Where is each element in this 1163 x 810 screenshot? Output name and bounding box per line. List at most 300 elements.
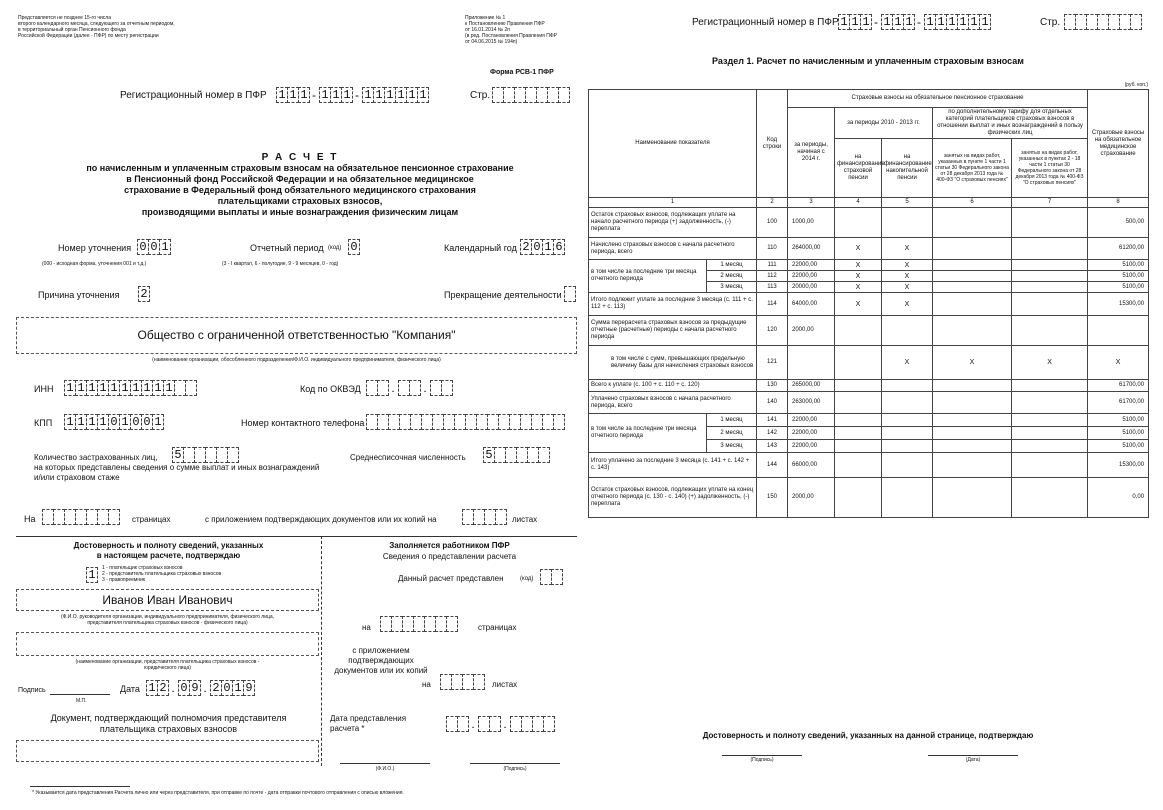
confirm-type-field[interactable]	[86, 567, 97, 583]
digit-cell: 9	[189, 680, 201, 696]
cell-c5[interactable]: X	[882, 282, 933, 293]
cell-c5[interactable]	[882, 316, 933, 346]
cell-c7[interactable]	[1012, 478, 1088, 518]
digit-cell: 0	[531, 239, 543, 255]
digit-cell: 1	[86, 380, 98, 396]
digit-cell: 1	[152, 380, 164, 396]
period-field[interactable]	[348, 239, 359, 255]
form-subtitle	[20, 163, 580, 218]
row-code: 114	[757, 293, 788, 316]
unit-label: (руб. коп.)	[1124, 82, 1148, 88]
cell-c6[interactable]	[933, 380, 1012, 392]
cell-c6[interactable]	[933, 427, 1012, 440]
cell-c6[interactable]	[933, 478, 1012, 518]
subtitle-line: страхование в Федеральный фонд обязательного медицинского страхования	[124, 185, 476, 195]
pfr-sheets-field[interactable]	[440, 674, 484, 690]
col-num: 1	[589, 198, 757, 208]
note-line: Представляется не позднее 15-го числа	[18, 15, 111, 21]
form-title: Р А С Ч Е Т	[261, 152, 339, 163]
digit-cell: 1	[417, 87, 429, 103]
correction-hint: (000 - исходная форма, уточнения 001 и т.д.)	[42, 261, 147, 267]
cell-c8[interactable]: X	[1088, 346, 1149, 380]
digit-cell: 1	[373, 87, 385, 103]
table-row	[589, 380, 1149, 392]
label-line: подтверждающих	[348, 656, 414, 665]
digit-cell: 1	[979, 14, 991, 30]
row-code: 140	[757, 392, 788, 414]
pages-field[interactable]	[42, 509, 119, 525]
subtitle-line: плательщиками страховых взносов,	[217, 196, 383, 206]
row-sub: 1 месяц	[707, 414, 757, 427]
period-code-label: (код)	[328, 245, 342, 251]
row-code: 112	[757, 271, 788, 282]
footnote: * Указывается дата представления Расчета лично или через представителя, при отправке по почте - дата отправки почтового отправления с описью вложения.	[32, 790, 404, 796]
digit-cell: 1	[903, 14, 915, 30]
row-name: Всего к уплате (с. 100 + с. 110 + с. 120)	[589, 380, 757, 392]
head-funded: на финансирование накопительной пенсии	[882, 139, 933, 198]
label-line: с приложением	[352, 646, 410, 655]
digit-cell: 1	[232, 680, 244, 696]
correction-field[interactable]	[137, 239, 170, 255]
cell-c5[interactable]	[882, 392, 933, 414]
row-code: 121	[757, 346, 788, 380]
table-row	[589, 293, 1149, 316]
digit-cell: 1	[97, 380, 109, 396]
digit-cell: 1	[86, 567, 98, 583]
digit-cell: 1	[130, 380, 142, 396]
cell-c8[interactable]: 15300,00	[1088, 453, 1149, 478]
annex-line: от 16.01.2014 № 2п	[465, 27, 511, 33]
sheets-label: листах	[512, 515, 538, 524]
head-additional: по дополнительному тарифу для отдельных категорий плательщиков страховых взносов в отношении выплат и иных вознаграждений в пользу физических лиц	[933, 108, 1088, 139]
digit-cell: 1	[341, 87, 353, 103]
okved-field[interactable]: . .	[366, 380, 452, 396]
head-name: Наименование показателя	[589, 90, 757, 198]
fio-hint: (Ф.И.О.)	[375, 766, 395, 772]
pfr-code-field[interactable]	[540, 569, 562, 585]
page-number-field[interactable]	[1064, 14, 1141, 30]
cell-c8[interactable]: 5100,00	[1088, 414, 1149, 427]
confirm-options	[102, 565, 221, 583]
digit-cell: 1	[75, 414, 87, 430]
head-insurance: на финансирование страховой пенсии	[835, 139, 882, 198]
label-line: расчета *	[330, 724, 365, 733]
cell-c4[interactable]	[835, 208, 882, 238]
cell-c8[interactable]: 500,00	[1088, 208, 1149, 238]
digit-cell: 1	[163, 380, 175, 396]
cell-c4[interactable]	[835, 478, 882, 518]
digit-cell: 1	[119, 380, 131, 396]
page-label: Стр.	[1040, 17, 1061, 28]
digit-cell: 1	[64, 380, 76, 396]
row-group: в том числе за последние три месяца отчетного периода	[589, 260, 707, 293]
row-code: 144	[757, 453, 788, 478]
cell-c8[interactable]	[1088, 316, 1149, 346]
cell-c8[interactable]: 61200,00	[1088, 238, 1149, 260]
cell-c3[interactable]: 22000,00	[788, 260, 835, 271]
cell-c7[interactable]	[1012, 282, 1088, 293]
digit-cell: 1	[141, 380, 153, 396]
kpp-label: КПП	[34, 418, 53, 428]
sign-hint: (Подпись)	[503, 766, 527, 772]
pfr-pages-field[interactable]	[380, 616, 457, 632]
note-line: в территориальный орган Пенсионного фонда	[18, 27, 126, 33]
cell-c7[interactable]	[1012, 260, 1088, 271]
digit-cell: 5	[483, 447, 495, 463]
cell-c7[interactable]	[1012, 238, 1088, 260]
digit-cell: 1	[542, 239, 554, 255]
cell-c4[interactable]: X	[835, 260, 882, 271]
calculation-table	[588, 89, 1149, 518]
signature-line[interactable]	[50, 694, 110, 695]
cell-c3[interactable]: 22000,00	[788, 427, 835, 440]
row-name: Уплачено страховых взносов с начала расчетного периода, всего	[589, 392, 757, 414]
footnote-divider	[30, 786, 130, 787]
termination-field[interactable]	[564, 286, 575, 302]
cell-c3[interactable]: 264000,00	[788, 238, 835, 260]
row-name: Итого уплачено за последние 3 месяца (с. 141 + с. 142 + с. 143)	[589, 453, 757, 478]
label-line: плательщика страховых взносов	[99, 724, 238, 734]
cell-c8[interactable]: 0,00	[1088, 478, 1149, 518]
subtitle-line: производящими выплаты и иные вознаграждения физическим лицам	[141, 207, 459, 217]
pfr-date-label	[330, 714, 406, 734]
cell-c5[interactable]: X	[882, 260, 933, 271]
head-ops: Страховые взносы на обязательное пенсионное страхование	[788, 90, 1088, 108]
cell-c5[interactable]	[882, 414, 933, 427]
cell-c8[interactable]: 5100,00	[1088, 271, 1149, 282]
cell-c6[interactable]: X	[933, 346, 1012, 380]
reg-label: Регистрационный номер в ПФР	[120, 90, 267, 101]
cell-c4[interactable]	[835, 392, 882, 414]
pfr-date-field[interactable]: . .	[446, 716, 554, 732]
subtitle-line: по начисленным и уплаченным страховым взносам на обязательное пенсионное страхование	[86, 163, 514, 173]
table-row	[589, 260, 1149, 271]
section-title: Раздел 1. Расчет по начисленным и уплаченным страховым взносам	[712, 56, 1024, 66]
hint-line: юридического лица)	[144, 665, 191, 671]
cell-c3[interactable]: 22000,00	[788, 440, 835, 453]
digit-cell: 0	[178, 680, 190, 696]
cell-c6[interactable]	[933, 316, 1012, 346]
reason-label: Причина уточнения	[38, 290, 120, 300]
cell-c4[interactable]	[835, 427, 882, 440]
doc-label	[16, 713, 321, 735]
cell-c7[interactable]	[1012, 440, 1088, 453]
cell-c4[interactable]	[835, 346, 882, 380]
sign-line[interactable]	[722, 755, 802, 756]
annex-line: (в ред. Постановления Правления ПФР	[465, 33, 557, 39]
label-line: документов или их копий	[334, 666, 428, 675]
header-note	[18, 15, 268, 39]
phone-field[interactable]	[366, 414, 564, 430]
year-field[interactable]	[520, 239, 564, 255]
col-num: 5	[882, 198, 933, 208]
pages-label: страницах	[132, 515, 171, 524]
cell-c8[interactable]: 5100,00	[1088, 427, 1149, 440]
cell-c3[interactable]: 2000,00	[788, 316, 835, 346]
signature-label: Подпись	[18, 687, 46, 694]
cell-c4[interactable]	[835, 414, 882, 427]
digit-cell: 1	[287, 87, 299, 103]
avg-field[interactable]	[483, 447, 549, 463]
pfr-sheets: листах	[492, 680, 518, 689]
form-name: Форма РСВ-1 ПФР	[490, 69, 554, 76]
digit-cell: 1	[108, 380, 120, 396]
cell-c4[interactable]	[835, 453, 882, 478]
label-line: Количество застрахованных лиц,	[34, 453, 158, 462]
row-code: 111	[757, 260, 788, 271]
cell-c3[interactable]: 2000,00	[788, 478, 835, 518]
digit-cell: 6	[553, 239, 565, 255]
annex-line: от 04.06.2015 № 194п)	[465, 39, 518, 45]
cell-c3[interactable]: 1000,00	[788, 208, 835, 238]
col-num: 8	[1088, 198, 1149, 208]
cell-c7[interactable]	[1012, 208, 1088, 238]
label-line: и/или страховом стаже	[34, 473, 120, 482]
cell-c6[interactable]	[933, 282, 1012, 293]
signer-name: Иванов Иван Иванович	[102, 593, 233, 607]
cell-c6[interactable]	[933, 260, 1012, 271]
date-hint: (Дата)	[965, 757, 981, 763]
digit-cell: 1	[935, 14, 947, 30]
head-add1: занятых на видах работ, указанных в пункте 1 части 1 статьи 30 Федерального закона от 28 декабря 2013 года № 400-ФЗ "О страховых пенсиях"	[933, 139, 1012, 198]
date-line[interactable]	[928, 755, 1018, 756]
cell-c7[interactable]	[1012, 453, 1088, 478]
annex-line: к Постановлению Правления ПФР	[465, 21, 545, 27]
digit-cell: 1	[276, 87, 288, 103]
digit-cell: 1	[75, 380, 87, 396]
cell-c8[interactable]: 61700,00	[1088, 392, 1149, 414]
digit-cell: 1	[860, 14, 872, 30]
stamp-label: М.П.	[76, 698, 87, 704]
date-label: Дата	[120, 684, 140, 694]
rep-org-hint	[16, 659, 319, 671]
rep-org-field[interactable]	[16, 632, 319, 656]
cell-c7[interactable]: X	[1012, 346, 1088, 380]
row-sub: 3 месяц	[707, 440, 757, 453]
digit-cell: 1	[330, 87, 342, 103]
cell-c3[interactable]: 64000,00	[788, 293, 835, 316]
cell-c6[interactable]	[933, 293, 1012, 316]
col-num: 6	[933, 198, 1012, 208]
period-label: Отчетный период	[250, 243, 324, 253]
correction-label: Номер уточнения	[58, 243, 132, 253]
table-row	[589, 208, 1149, 238]
cell-c8[interactable]: 5100,00	[1088, 440, 1149, 453]
digit-cell: 0	[221, 680, 233, 696]
cell-c3[interactable]: 66000,00	[788, 453, 835, 478]
digit-cell: 1	[849, 14, 861, 30]
cell-c5[interactable]: X	[882, 293, 933, 316]
cell-c3[interactable]: 20000,00	[788, 282, 835, 293]
col-num: 3	[788, 198, 835, 208]
fio-line[interactable]	[340, 763, 430, 764]
digit-cell: 1	[119, 414, 131, 430]
cell-c4[interactable]	[835, 380, 882, 392]
cell-c6[interactable]	[933, 208, 1012, 238]
cell-c6[interactable]	[933, 238, 1012, 260]
table-row	[589, 346, 1149, 380]
annex-note	[465, 15, 585, 45]
row-code: 130	[757, 380, 788, 392]
head-from-2014: за периоды, начиная с 2014 г.	[788, 108, 835, 198]
annex-line: Приложение № 1	[465, 15, 506, 21]
col-num: 7	[1012, 198, 1088, 208]
cell-c6[interactable]	[933, 414, 1012, 427]
reason-field[interactable]	[138, 286, 149, 302]
sign-line[interactable]	[470, 763, 560, 764]
cell-c6[interactable]	[933, 453, 1012, 478]
signing-date-field[interactable]: 1 2 . 0 9 . 2 0 1 9	[146, 680, 254, 696]
pfr-submitted: Данный расчет представлен	[398, 574, 504, 583]
phone-label: Номер контактного телефона	[241, 418, 365, 428]
table-row	[589, 316, 1149, 346]
row-sub: 1 месяц	[707, 260, 757, 271]
year-label: Календарный год	[444, 243, 517, 253]
page-label: Стр.	[470, 90, 491, 101]
cell-c8[interactable]: 5100,00	[1088, 282, 1149, 293]
cell-c5[interactable]	[882, 380, 933, 392]
cell-c3[interactable]: 22000,00	[788, 271, 835, 282]
row-sub: 2 месяц	[707, 427, 757, 440]
digit-cell: 1	[362, 87, 374, 103]
hint-line: представителя плательщика страховых взносов - физического лица)	[87, 620, 248, 626]
row-name: Сумма перерасчета страховых взносов за предыдущие отчетные (расчетные) периоды с начала расчетного периода	[589, 316, 757, 346]
pfr-on2: на	[422, 680, 431, 689]
pfr-pages: страницах	[478, 623, 517, 632]
cell-c5[interactable]: X	[882, 238, 933, 260]
cell-c3[interactable]: 22000,00	[788, 414, 835, 427]
digit-cell: 1	[86, 414, 98, 430]
label-line: Документ, подтверждающий полномочия представителя	[50, 713, 287, 723]
cell-c3[interactable]	[788, 346, 835, 380]
digit-cell: 2	[138, 286, 150, 302]
cell-c5[interactable]	[882, 208, 933, 238]
row-name: в том числе с сумм, превышающих предельную величину базы для начисления страховых взносов	[589, 346, 757, 380]
inn-field[interactable]	[64, 380, 196, 396]
digit-cell: 1	[946, 14, 958, 30]
cell-c3[interactable]: 265000,00	[788, 380, 835, 392]
inn-label: ИНН	[34, 384, 54, 394]
title-line: Достоверность и полноту сведений, указанных	[73, 541, 264, 550]
head-code: Код строки	[757, 90, 788, 198]
digit-cell: 1	[152, 414, 164, 430]
cell-c5[interactable]	[882, 453, 933, 478]
cell-c4[interactable]: X	[835, 238, 882, 260]
option-line: 3 - правопреемник	[102, 577, 146, 583]
hint-line: (наименование организации, представителя плательщика страховых взносов -	[75, 659, 260, 665]
org-hint: (наименование организации, обособленного подразделения/Ф.И.О. индивидуального предпринимателя, физического лица)	[152, 357, 441, 363]
digit-cell: 9	[243, 680, 255, 696]
cell-c5[interactable]: X	[882, 271, 933, 282]
separator-dash: -	[312, 88, 316, 102]
digit-cell: 0	[148, 239, 160, 255]
digit-cell: 1	[892, 14, 904, 30]
cell-c6[interactable]	[933, 440, 1012, 453]
row-sub: 3 месяц	[707, 282, 757, 293]
row-sub: 2 месяц	[707, 271, 757, 282]
digit-cell: 1	[159, 239, 171, 255]
pfr-attach	[326, 646, 436, 676]
row-group: в том числе за последние три месяца отчетного периода	[589, 414, 707, 453]
sign-hint: (Подпись)	[750, 757, 774, 763]
cell-c5[interactable]	[882, 427, 933, 440]
subtitle-line: в Пенсионный фонд Российской Федерации и на обязательное медицинское	[126, 174, 474, 184]
cell-c4[interactable]: X	[835, 271, 882, 282]
row-code: 143	[757, 440, 788, 453]
digit-cell: 0	[108, 414, 120, 430]
pfr-title: Заполняется работником ПФР	[389, 541, 510, 550]
digit-cell: 1	[924, 14, 936, 30]
page-number-field[interactable]	[492, 87, 569, 103]
kpp-field[interactable]	[64, 414, 163, 430]
title-line: в настоящем расчете, подтверждаю	[96, 551, 241, 560]
cell-c8[interactable]: 5100,00	[1088, 260, 1149, 271]
cell-c5[interactable]	[882, 478, 933, 518]
head-oms: Страховые взносы на обязательное медицинское страхование	[1088, 90, 1149, 198]
row-code: 142	[757, 427, 788, 440]
digit-cell: 0	[348, 239, 360, 255]
cell-c5[interactable]: X	[882, 346, 933, 380]
head-add2: занятых на видах работ, указанных в пунктах 2 - 18 части 1 статьи 30 Федерального закона от 28 декабря 2013 года № 400-ФЗ "О страховых пенсиях"	[1012, 139, 1088, 198]
cell-c7[interactable]	[1012, 316, 1088, 346]
table-row	[589, 238, 1149, 260]
pfr-subtitle: Сведения о представлении расчета	[382, 552, 517, 561]
page-confirm: Достоверность и полноту сведений, указанных на данной странице, подтверждаю	[702, 731, 1034, 740]
doc-field[interactable]	[16, 740, 319, 762]
digit-cell: 1	[838, 14, 850, 30]
sheets-field[interactable]	[462, 509, 506, 525]
digit-cell: 1	[395, 87, 407, 103]
separator-dash: -	[355, 88, 359, 102]
cell-c7[interactable]	[1012, 414, 1088, 427]
cell-c3[interactable]: 263000,00	[788, 392, 835, 414]
digit-cell: 1	[64, 414, 76, 430]
digit-cell: 1	[406, 87, 418, 103]
row-code: 150	[757, 478, 788, 518]
cell-c4[interactable]: X	[835, 293, 882, 316]
insured-field[interactable]	[172, 447, 238, 463]
digit-cell: 1	[97, 414, 109, 430]
divider	[321, 536, 322, 766]
reg-number-field[interactable]	[276, 87, 428, 103]
signer-hint	[16, 614, 319, 626]
cell-c4[interactable]	[835, 440, 882, 453]
cell-c7[interactable]	[1012, 271, 1088, 282]
cell-c4[interactable]	[835, 316, 882, 346]
cell-c7[interactable]	[1012, 293, 1088, 316]
digit-cell: 5	[172, 447, 184, 463]
cell-c7[interactable]	[1012, 380, 1088, 392]
reg-number-field[interactable]: 1 1 1 - 1 1 1 - 1 1 1 1 1 1	[838, 14, 990, 30]
cell-c7[interactable]	[1012, 427, 1088, 440]
cell-c6[interactable]	[933, 392, 1012, 414]
note-line: Российской Федерации (далее - ПФР) по месту регистрации	[18, 33, 159, 39]
cell-c8[interactable]: 61700,00	[1088, 380, 1149, 392]
cell-c5[interactable]	[882, 440, 933, 453]
attach-label: с приложением подтверждающих документов или их копий на	[205, 515, 437, 524]
cell-c4[interactable]: X	[835, 282, 882, 293]
digit-cell: 2	[520, 239, 532, 255]
period-hint: (3 - I квартал, 6 - полугодие, 9 - 9 месяцев, 0 - год)	[222, 261, 339, 267]
pages-on: На	[24, 514, 36, 524]
cell-c7[interactable]	[1012, 392, 1088, 414]
cell-c6[interactable]	[933, 271, 1012, 282]
digit-cell: 2	[210, 680, 222, 696]
row-code: 120	[757, 316, 788, 346]
head-periods: за периоды 2010 - 2013 гг.	[835, 108, 933, 139]
cell-c8[interactable]: 15300,00	[1088, 293, 1149, 316]
note-line: второго календарного месяца, следующего за отчетным периодом,	[18, 21, 175, 27]
